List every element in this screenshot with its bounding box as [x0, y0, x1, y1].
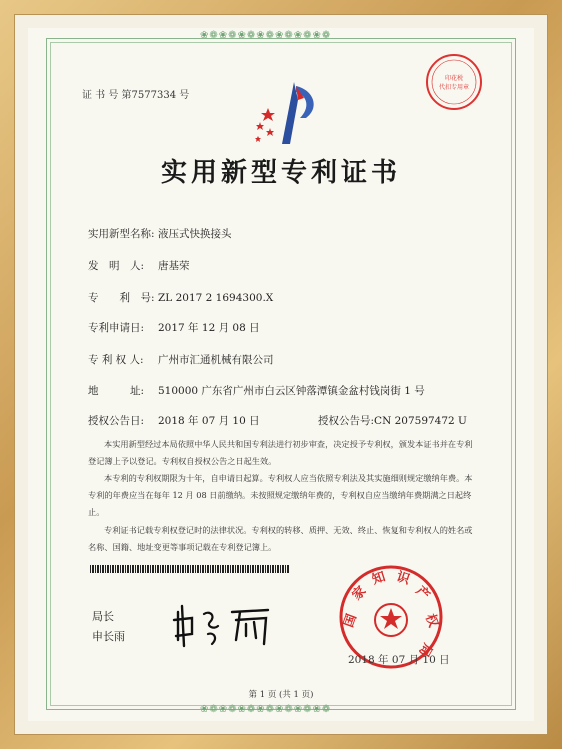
- svg-text:权: 权: [422, 612, 441, 630]
- director-title: 局长: [92, 610, 114, 623]
- field-patentee: [88, 352, 274, 367]
- field-patent-number: [88, 290, 273, 305]
- paragraph-term: 本专利的专利权期限为十年，自申请日起算。专利权人应当依照专利法及其实施细则规定缴纳年费。本专利的年费应当在每年 12 月 08 日前缴纳。未按照规定缴纳年费的，专利权自应当缴纳年费期满之日起终止。: [88, 473, 473, 517]
- field-inventor: [88, 258, 190, 273]
- tax-seal-stamp: [424, 52, 484, 112]
- field-value: ZL 2017 2 1694300.X: [158, 292, 274, 304]
- field-value: 液压式快换接头: [158, 228, 232, 240]
- svg-text:知: 知: [370, 569, 388, 588]
- field-value: 510000 广东省广州市白云区钟落潭镇金盆村钱岗街 1 号: [158, 385, 425, 397]
- field-label: 专 利 权 人:: [88, 354, 144, 366]
- svg-text:产: 产: [412, 583, 433, 604]
- bottom-ornament: ❀❁❀❁❀❁❀❁❀❁❀❁❀❁: [200, 704, 332, 715]
- field-grant-announcement-date: [88, 413, 260, 428]
- field-label: 地 址:: [88, 385, 145, 397]
- svg-text:局: 局: [415, 640, 435, 660]
- field-label: 专利申请日:: [88, 322, 145, 334]
- director-signature: [170, 600, 290, 650]
- svg-text:国: 国: [341, 612, 360, 630]
- field-value: 广州市汇通机械有限公司: [158, 354, 274, 366]
- page-number: 第 1 页 (共 1 页): [248, 690, 314, 700]
- barcode: [90, 565, 290, 573]
- field-utility-model-name: [88, 226, 232, 241]
- field-label: 发 明 人:: [88, 260, 145, 272]
- field-value: 唐基荣: [158, 260, 190, 272]
- director-name: 申长雨: [92, 630, 125, 643]
- field-value: 2018 年 07 月 10 日: [158, 415, 260, 427]
- certificate-title: 实用新型专利证书: [160, 158, 401, 188]
- svg-text:印花税: 印花税: [444, 75, 464, 82]
- field-application-date: [88, 320, 260, 335]
- svg-text:识: 识: [394, 569, 412, 588]
- svg-text:家: 家: [349, 583, 370, 604]
- publication-number: 授权公告号:CN 207597472 U: [318, 415, 467, 427]
- svg-text:代扣专用章: 代扣专用章: [438, 84, 470, 91]
- field-value: 2017 年 12 月 08 日: [158, 322, 260, 334]
- patent-office-logo-icon: [254, 78, 326, 146]
- field-label: 专 利 号:: [88, 292, 155, 304]
- paragraph-legal-status: 专利证书记载专利权登记时的法律状况。专利权的转移、质押、无效、终止、恢复和专利权人的姓名或名称、国籍、地址变更等事项记载在专利登记簿上。: [88, 525, 473, 552]
- field-label: 授权公告日:: [88, 415, 145, 427]
- certificate-number: 证 书 号 第7577334 号: [82, 90, 190, 101]
- issue-date: 2018 年 07 月 10 日: [348, 654, 450, 666]
- field-label: 实用新型名称:: [88, 228, 155, 240]
- top-ornament: ❀❁❀❁❀❁❀❁❀❁❀❁❀❁: [200, 30, 332, 41]
- field-address: [88, 383, 425, 398]
- paragraph-grant: 本实用新型经过本局依照中华人民共和国专利法进行初步审查，决定授予专利权，颁发本证书并在专利登记簿上予以登记。专利权自授权公告之日起生效。: [88, 439, 473, 466]
